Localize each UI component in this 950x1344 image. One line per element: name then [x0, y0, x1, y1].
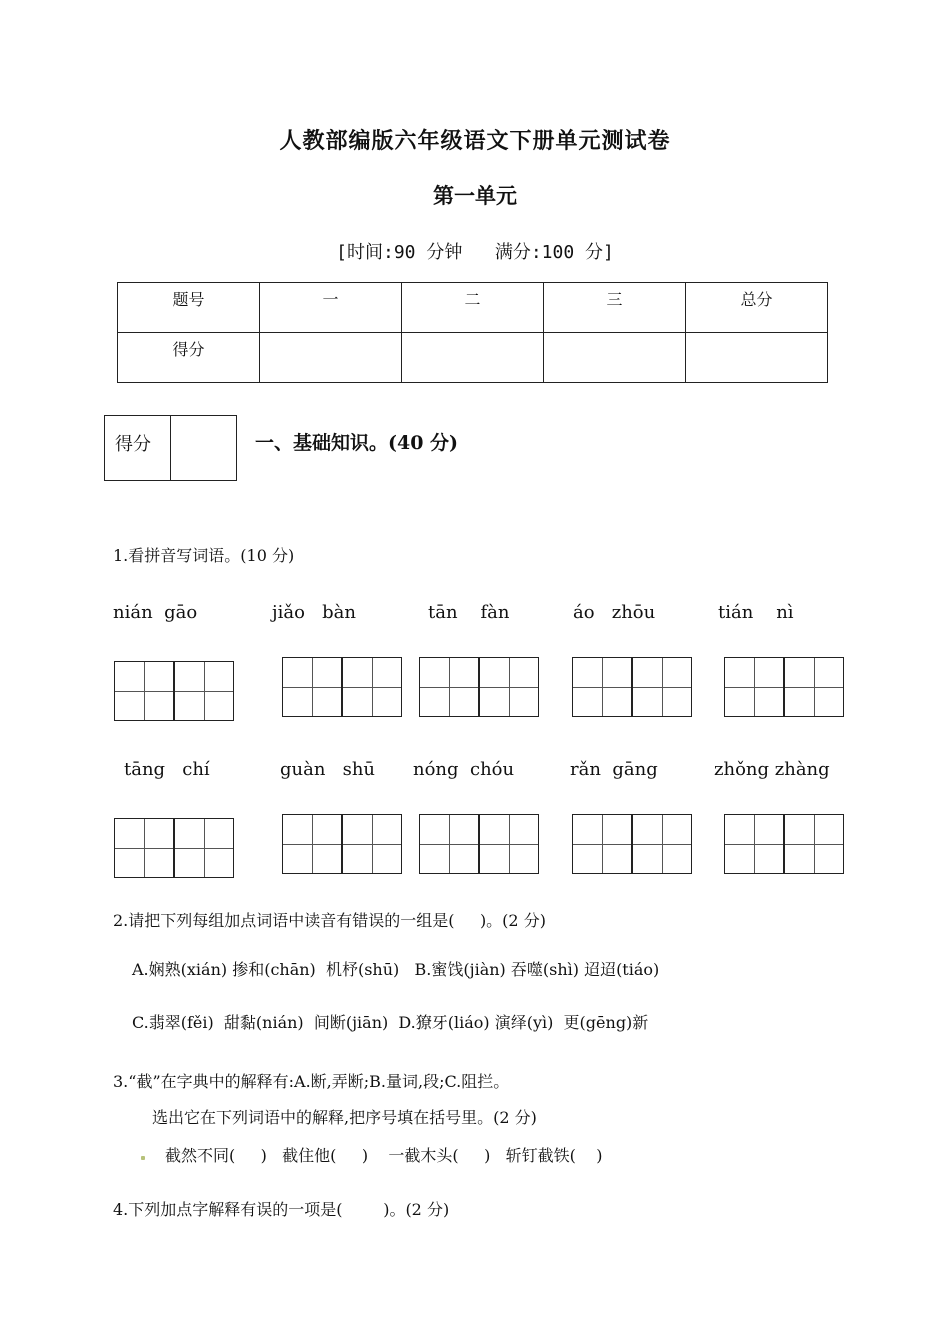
writing-grid-box[interactable]	[419, 814, 479, 874]
pinyin-label: tián nì	[718, 602, 794, 623]
pinyin-label: tān fàn	[428, 602, 510, 623]
section-heading: 一、基础知识。(40 分)	[255, 432, 459, 454]
score-table-header-row	[118, 283, 828, 333]
writing-grid-box[interactable]	[724, 814, 784, 874]
score-table	[117, 282, 828, 383]
unit-title: 第一单元	[433, 183, 517, 208]
pinyin-label: zhǒng zhàng	[714, 759, 830, 780]
dot-mark	[141, 1156, 145, 1160]
question-3: 3.“截”在字典中的解释有:A.断,弄断;B.量词,段;C.阻拦。	[113, 1072, 510, 1091]
question-3-instruction: 选出它在下列词语中的解释,把序号填在括号里。(2 分)	[152, 1108, 537, 1127]
question-4: 4.下列加点字解释有误的一项是( )。(2 分)	[113, 1200, 450, 1219]
writing-grid-box[interactable]	[114, 661, 174, 721]
writing-grid-box[interactable]	[114, 818, 174, 878]
score-cell	[402, 333, 544, 383]
writing-grid-box[interactable]	[342, 814, 402, 874]
time-info: [时间:90 分钟 满分:100 分]	[336, 242, 614, 263]
writing-grid-box[interactable]	[282, 814, 342, 874]
pinyin-label: nóng chóu	[413, 759, 515, 780]
pinyin-label: rǎn gāng	[570, 759, 658, 780]
writing-grid-box[interactable]	[174, 661, 234, 721]
question-1: 1.看拼音写词语。(10 分)	[113, 546, 295, 565]
writing-grid-box[interactable]	[479, 814, 539, 874]
writing-grid-box[interactable]	[174, 818, 234, 878]
score-table-score-row	[118, 333, 828, 383]
writing-grid-box[interactable]	[784, 814, 844, 874]
section-score-box	[104, 415, 237, 481]
writing-grid-box[interactable]	[572, 657, 632, 717]
question-2-options-line-1: A.娴熟(xián) 掺和(chān) 机杼(shū) B.蜜饯(jiàn) 吞噬(shì) 迢迢(tiáo)	[132, 960, 660, 979]
score-cell: 得分	[118, 333, 260, 383]
writing-grid-box[interactable]	[479, 657, 539, 717]
question-2: 2.请把下列每组加点词语中读音有错误的一组是( )。(2 分)	[113, 911, 546, 930]
score-cell	[544, 333, 686, 383]
writing-grid-box[interactable]	[342, 657, 402, 717]
section-score-label: 得分	[105, 416, 171, 480]
score-cell: 一	[260, 283, 402, 333]
pinyin-label: guàn shū	[280, 759, 376, 780]
writing-grid-box[interactable]	[419, 657, 479, 717]
question-2-options-line-2: C.翡翠(fěi) 甜黏(nián) 间断(jiān) D.獠牙(liáo) 演绎(yì) 更(gēng)新	[132, 1013, 649, 1032]
writing-grid-box[interactable]	[724, 657, 784, 717]
pinyin-label: tāng chí	[124, 759, 210, 780]
pinyin-label: jiǎo bàn	[272, 602, 356, 623]
pinyin-label: áo zhōu	[573, 602, 656, 623]
writing-grid-box[interactable]	[632, 814, 692, 874]
writing-grid-box[interactable]	[282, 657, 342, 717]
question-3-items: 截然不同( ) 截住他( ) 一截木头( ) 斩钉截铁( )	[165, 1146, 603, 1165]
score-cell: 二	[402, 283, 544, 333]
score-cell	[686, 333, 828, 383]
score-cell	[260, 333, 402, 383]
score-cell: 题号	[118, 283, 260, 333]
writing-grid-box[interactable]	[632, 657, 692, 717]
writing-grid-box[interactable]	[784, 657, 844, 717]
page-title: 人教部编版六年级语文下册单元测试卷	[279, 128, 671, 154]
score-cell: 总分	[686, 283, 828, 333]
pinyin-label: nián gāo	[113, 602, 198, 623]
score-cell: 三	[544, 283, 686, 333]
writing-grid-box[interactable]	[572, 814, 632, 874]
